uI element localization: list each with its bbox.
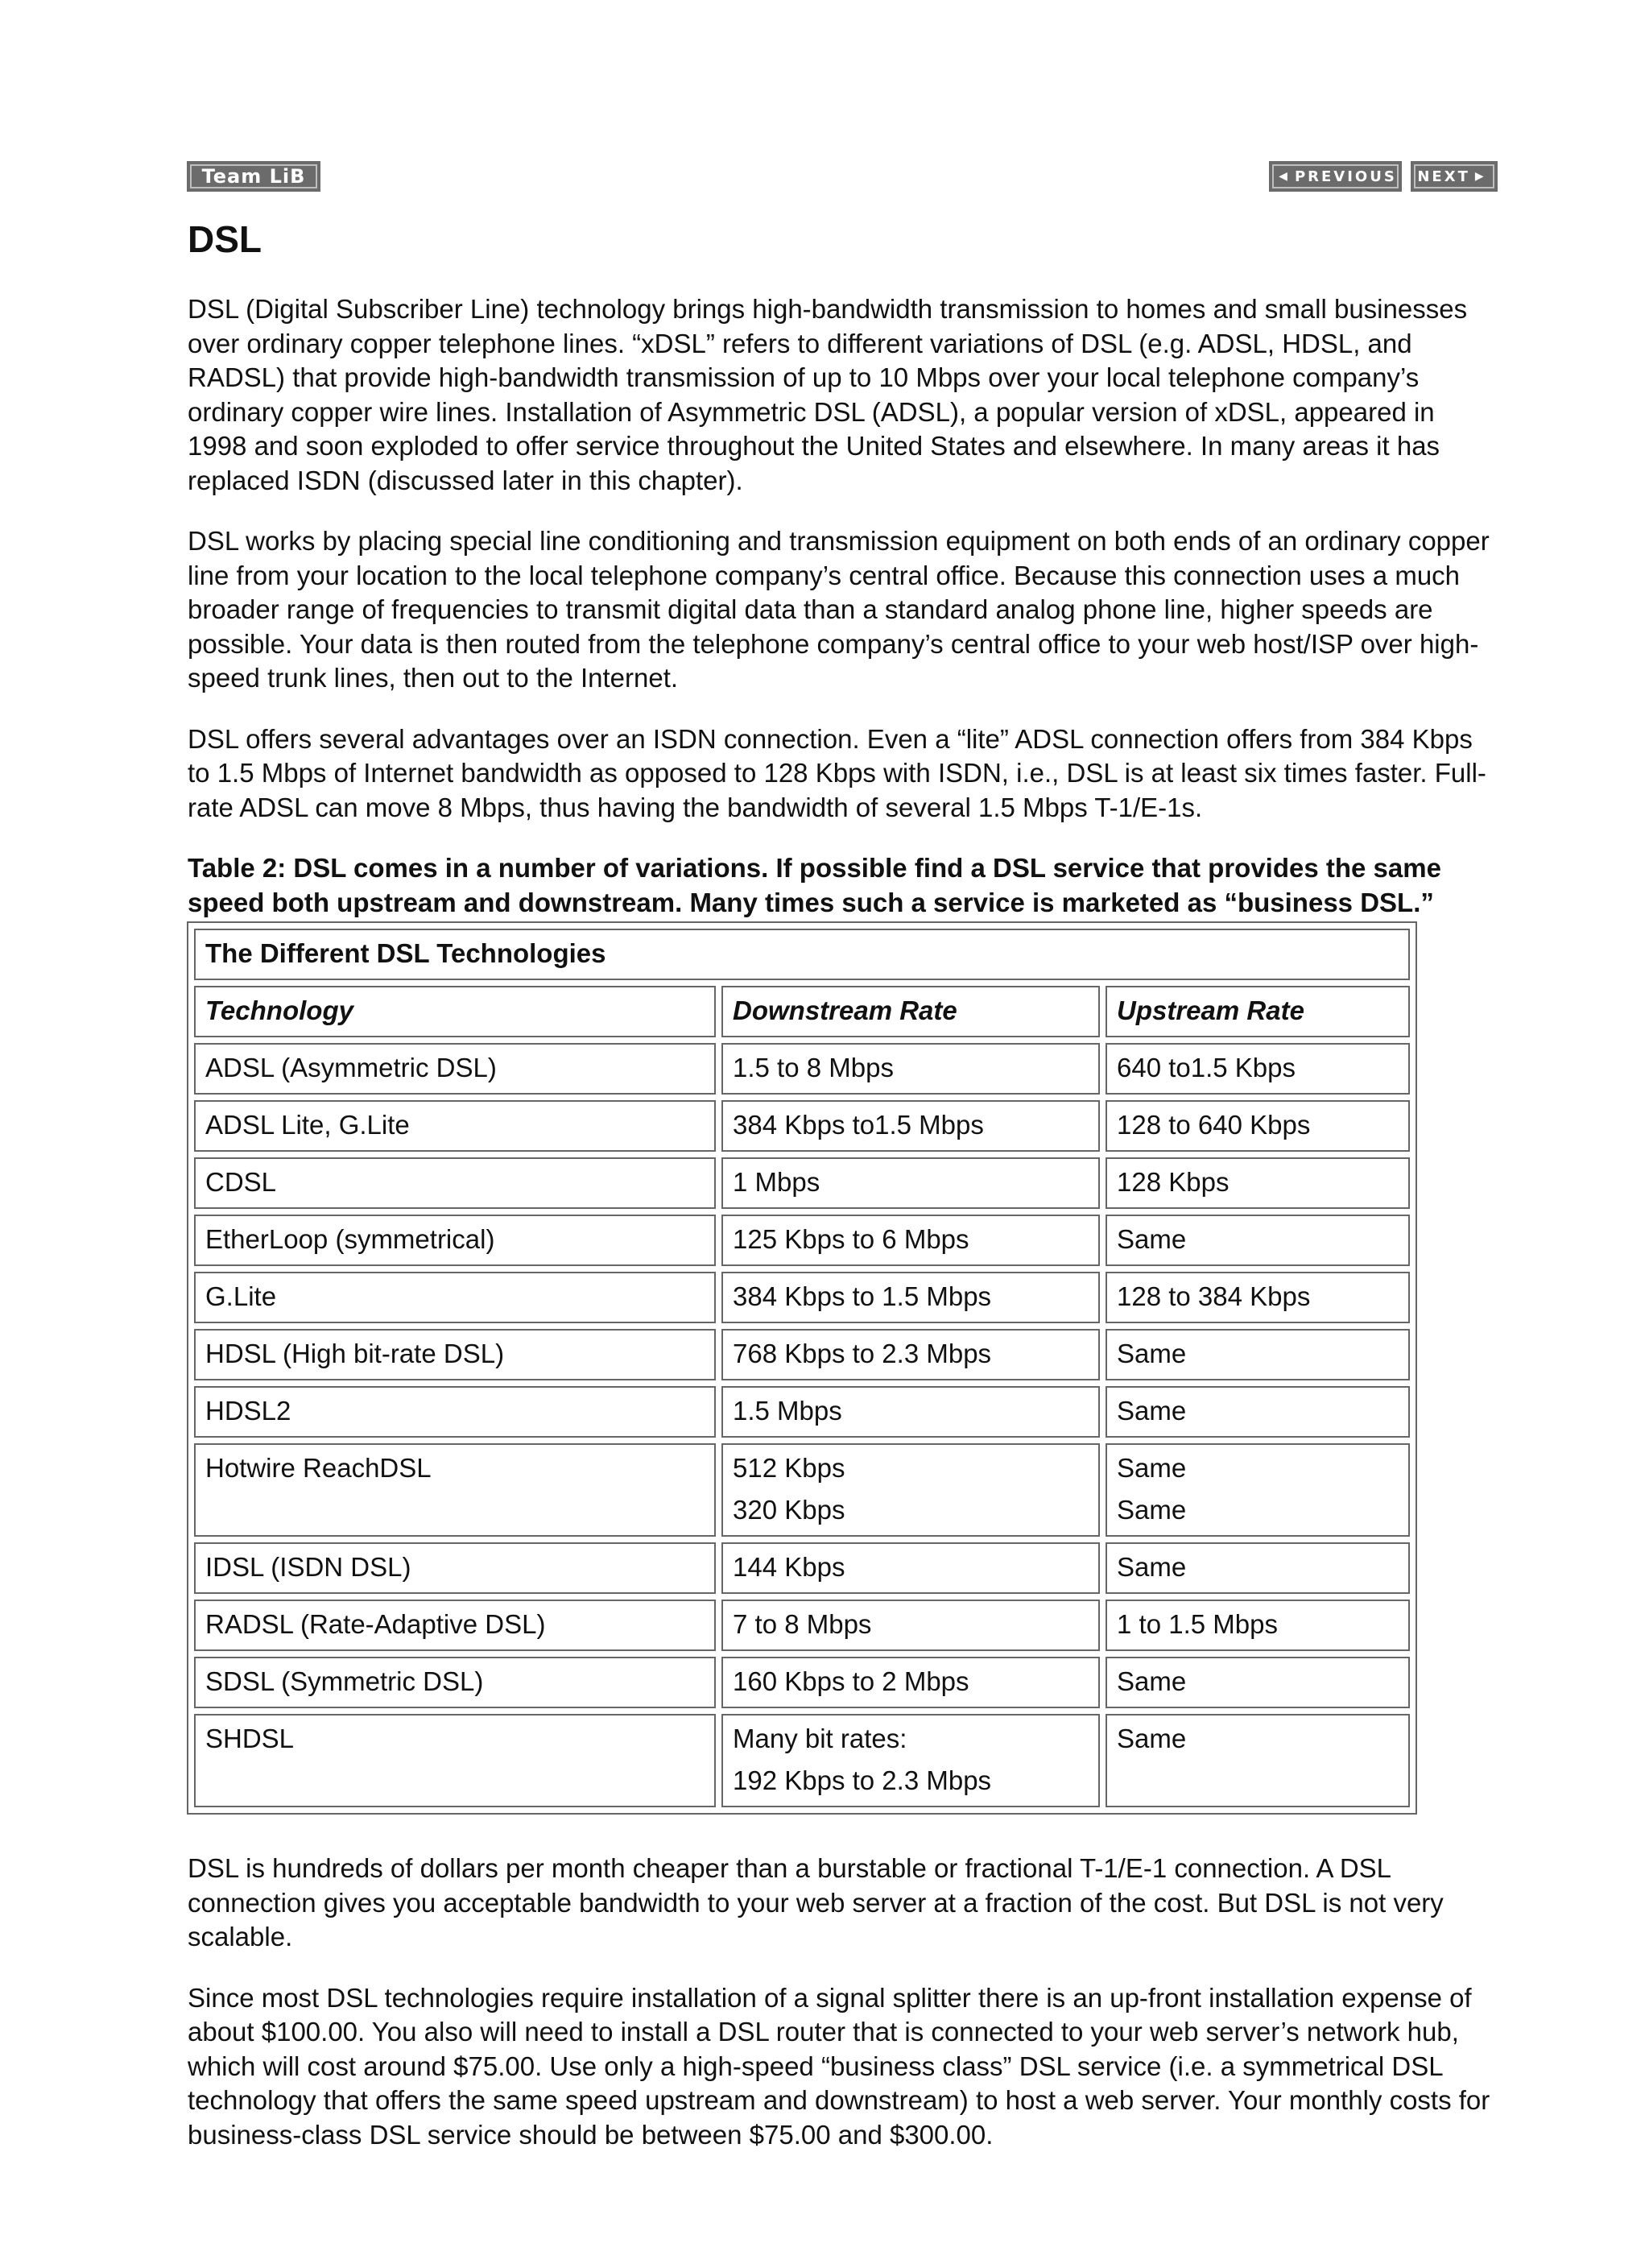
cell-technology: SDSL (Symmetric DSL)	[194, 1657, 716, 1708]
cell-upstream: Same	[1106, 1215, 1410, 1266]
cell-downstream: 768 Kbps to 2.3 Mbps	[721, 1329, 1100, 1380]
cell-downstream: 7 to 8 Mbps	[721, 1600, 1100, 1651]
table-row	[194, 1100, 1410, 1152]
document-body	[188, 217, 1492, 2179]
cell-upstream: Same	[1106, 1714, 1410, 1807]
table-header-row	[194, 986, 1410, 1037]
cell-technology: CDSL	[194, 1157, 716, 1209]
column-header-downstream: Downstream Rate	[721, 986, 1100, 1037]
table-title-row	[194, 929, 1410, 980]
cell-downstream	[721, 1443, 1100, 1537]
cell-downstream: 1.5 Mbps	[721, 1386, 1100, 1438]
cell-technology: Hotwire ReachDSL	[194, 1443, 716, 1537]
cell-upstream-line: Same	[1117, 1495, 1187, 1525]
previous-button[interactable]	[1269, 161, 1402, 192]
triangle-right-icon: ▶	[1474, 170, 1486, 183]
cell-upstream: Same	[1106, 1329, 1410, 1380]
cell-upstream: Same	[1106, 1657, 1410, 1708]
cell-technology: G.Lite	[194, 1272, 716, 1323]
cell-technology: RADSL (Rate-Adaptive DSL)	[194, 1600, 716, 1651]
cell-downstream: 384 Kbps to 1.5 Mbps	[721, 1272, 1100, 1323]
cell-upstream: 640 to1.5 Kbps	[1106, 1043, 1410, 1095]
cell-downstream-line: 320 Kbps	[733, 1495, 845, 1525]
table-row	[194, 1272, 1410, 1323]
triangle-left-icon: ◀	[1279, 170, 1290, 183]
team-lib-label: Team LiB	[201, 165, 306, 188]
cell-technology: HDSL2	[194, 1386, 716, 1438]
table-row	[194, 1657, 1410, 1708]
dsl-technologies-table	[187, 921, 1417, 1815]
cell-technology: ADSL (Asymmetric DSL)	[194, 1043, 716, 1095]
cell-upstream: Same	[1106, 1542, 1410, 1594]
cell-downstream	[721, 1714, 1100, 1807]
table-row	[194, 1443, 1410, 1537]
cell-technology: ADSL Lite, G.Lite	[194, 1100, 716, 1152]
cell-upstream	[1106, 1443, 1410, 1537]
cell-downstream-line: 512 Kbps	[733, 1453, 845, 1484]
cell-downstream: 144 Kbps	[721, 1542, 1100, 1594]
cell-upstream: 128 to 640 Kbps	[1106, 1100, 1410, 1152]
cell-technology: EtherLoop (symmetrical)	[194, 1215, 716, 1266]
cell-downstream-line: Many bit rates:	[733, 1724, 907, 1754]
paragraph-installation: Since most DSL technologies require installation of a signal splitter there is an up-front installation expense of about $100.00. You also will need to install a DSL router that is connected to your web server’s network hub, which will cost around $75.00. Use only a high-speed “business class” DSL service (i.e. a symmetrical DSL technology that offers the same speed upstream and downstream) to host a web server. Your monthly costs for business-class DSL service should be between $75.00 and $300.00.	[188, 1982, 1490, 2150]
cell-upstream: 128 to 384 Kbps	[1106, 1272, 1410, 1323]
paragraph-intro: DSL (Digital Subscriber Line) technology brings high-bandwidth transmission to homes and small businesses over ordinary copper telephone lines. “xDSL” refers to different variations of DSL (e.g. ADSL, HDSL, and RADSL) that provide high-bandwidth transmission of up to 10 Mbps over your local telephone company’s ordinary copper wire lines. Installation of Asymmetric DSL (ADSL), a popular version of xDSL, appeared in 1998 and soon exploded to offer service throughout the United States and elsewhere. In many areas it has replaced ISDN (discussed later in this chapter).	[188, 294, 1468, 495]
cell-downstream: 1.5 to 8 Mbps	[721, 1043, 1100, 1095]
table-row	[194, 1043, 1410, 1095]
cell-technology: SHDSL	[194, 1714, 716, 1807]
cell-downstream-line: 192 Kbps to 2.3 Mbps	[733, 1765, 992, 1796]
cell-downstream: 384 Kbps to1.5 Mbps	[721, 1100, 1100, 1152]
team-lib-logo	[187, 161, 320, 192]
next-label: NEXT	[1417, 168, 1470, 185]
paragraph-cost: DSL is hundreds of dollars per month cheaper than a burstable or fractional T-1/E-1 connection. A DSL connection gives you acceptable bandwidth to your web server at a fraction of the cost. But DSL is not very scalable.	[188, 1853, 1444, 1952]
cell-technology: IDSL (ISDN DSL)	[194, 1542, 716, 1594]
cell-downstream: 1 Mbps	[721, 1157, 1100, 1209]
table-caption: Table 2: DSL comes in a number of variations. If possible find a DSL service that provides the same speed both upstream and downstream. Many times such a service is marketed as “business DSL.”	[188, 853, 1441, 917]
table-row	[194, 1600, 1410, 1651]
previous-label: PREVIOUS	[1294, 168, 1397, 185]
cell-upstream: Same	[1106, 1386, 1410, 1438]
paragraph-advantages: DSL offers several advantages over an ISDN connection. Even a “lite” ADSL connection offers from 384 Kbps to 1.5 Mbps of Internet bandwidth as opposed to 128 Kbps with ISDN, i.e., DSL is at least six times faster. Full-rate ADSL can move 8 Mbps, thus having the bandwidth of several 1.5 Mbps T-1/E-1s.	[188, 723, 1486, 822]
table-row	[194, 1157, 1410, 1209]
table-row	[194, 1542, 1410, 1594]
page-title: DSL	[188, 218, 262, 260]
column-header-technology: Technology	[194, 986, 716, 1037]
cell-upstream: 1 to 1.5 Mbps	[1106, 1600, 1410, 1651]
table-row	[194, 1714, 1410, 1807]
column-header-upstream: Upstream Rate	[1106, 986, 1410, 1037]
cell-downstream: 125 Kbps to 6 Mbps	[721, 1215, 1100, 1266]
next-button[interactable]	[1411, 161, 1498, 192]
cell-upstream-line: Same	[1117, 1453, 1187, 1484]
cell-technology: HDSL (High bit-rate DSL)	[194, 1329, 716, 1380]
table-row	[194, 1215, 1410, 1266]
cell-downstream: 160 Kbps to 2 Mbps	[721, 1657, 1100, 1708]
table-row	[194, 1386, 1410, 1438]
paragraph-how-it-works: DSL works by placing special line conditioning and transmission equipment on both ends of an ordinary copper line from your location to the local telephone company’s central office. Because this connection uses a much broader range of frequencies to transmit digital data than a standard analog phone line, higher speeds are possible. Your data is then routed from the telephone company’s central office to your web host/ISP over high-speed trunk lines, then out to the Internet.	[188, 526, 1490, 693]
table-row	[194, 1329, 1410, 1380]
cell-upstream: 128 Kbps	[1106, 1157, 1410, 1209]
table-title: The Different DSL Technologies	[194, 929, 1410, 980]
